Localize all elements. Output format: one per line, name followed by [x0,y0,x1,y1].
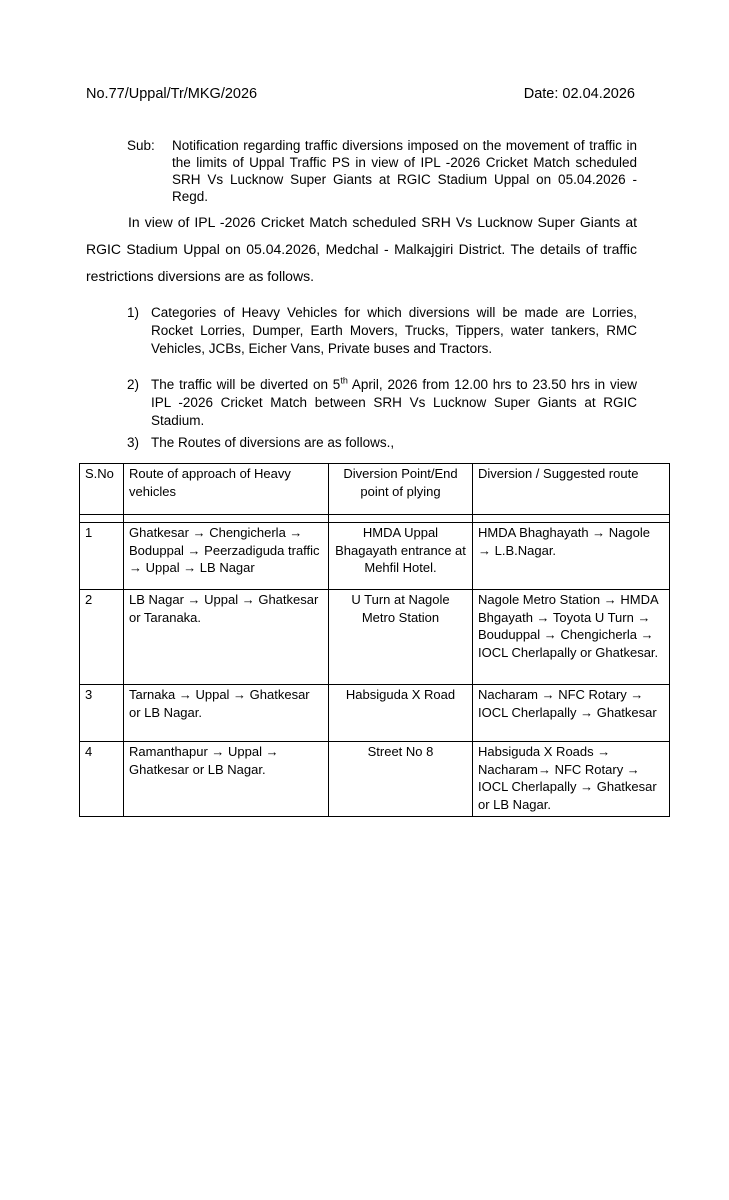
point-number: 1) [127,305,140,320]
date-superscript: th [340,375,348,386]
intro-paragraph: In view of IPL -2026 Cricket Match scheduled SRH Vs Lucknow Super Giants at RGIC Stadium Uppal on 05.04.2026, Medchal - Malkajgiri District. The details of traffic restrictions diversions are as follows. [86,214,637,284]
point-text: Categories of Heavy Vehicles for which diversions will be made are Lorries, Rocket Lorries, Dumper, Earth Movers, Trucks, Tippers, water tankers, RMC Vehicles, JCBs, Eicher Vans, Private buses and Tractors. [151,305,637,356]
header-suggested-route: Diversion / Suggested route [473,464,670,515]
cell-suggested-route: HMDA Bhaghayath → Nagole → L.B.Nagar. [473,523,670,590]
reference-number: No.77/Uppal/Tr/MKG/2026 [86,86,258,102]
cell-suggested-route: Nagole Metro Station → HMDA Bhgayath → Toyota U Turn → Bouduppal → Chengicherla → IOCL Cherlapally or Ghatkesar. [473,590,670,685]
cell-suggested-route: Habsiguda X Roads → Nacharam→ NFC Rotary → IOCL Cherlapally → Ghatkesar or LB Nagar. [473,742,670,817]
subject-label: Sub: [127,138,155,153]
table-row [80,590,670,685]
cell-route: Tarnaka → Uppal → Ghatkesar or LB Nagar. [124,685,329,742]
cell-route: LB Nagar → Uppal → Ghatkesar or Taranaka. [124,590,329,685]
cell-sno: 2 [80,590,124,685]
cell-sno: 3 [80,685,124,742]
cell-diversion-point: Habsiguda X Road [329,685,473,742]
table-row [80,685,670,742]
cell-sno: 4 [80,742,124,817]
point-number: 3) [127,435,140,450]
cell-sno: 1 [80,523,124,590]
point-text-start: The traffic will be diverted on 5 [151,377,341,392]
cell-diversion-point: Street No 8 [329,742,473,817]
point-text-end: April, 2026 from 12.00 hrs to 23.50 hrs in view IPL -2026 Cricket Match between SRH Vs Lucknow Super Giants at RGIC Stadium. [151,377,637,428]
cell-route: Ghatkesar → Chengicherla → Boduppal → Peerzadiguda traffic → Uppal → LB Nagar [124,523,329,590]
table-spacer-row [80,515,670,523]
subject-text: Notification regarding traffic diversions imposed on the movement of traffic in the limits of Uppal Traffic PS in view of IPL -2026 Cricket Match scheduled SRH Vs Lucknow Super Giants at RGIC Stadium Uppal on 05.04.2026 - Regd. [172,138,637,204]
cell-route: Ramanthapur → Uppal → Ghatkesar or LB Nagar. [124,742,329,817]
cell-suggested-route: Nacharam → NFC Rotary → IOCL Cherlapally → Ghatkesar [473,685,670,742]
letter-header [86,86,635,106]
cell-diversion-point: U Turn at Nagole Metro Station [329,590,473,685]
point-text [151,376,637,430]
table-header-row [80,464,670,515]
header-diversion-point: Diversion Point/End point of plying [329,464,473,515]
header-route: Route of approach of Heavy vehicles [124,464,329,515]
diversion-routes-table [79,463,670,817]
table-row [80,742,670,817]
table-row [80,523,670,590]
letter-date: Date: 02.04.2026 [523,86,635,102]
point-text: The Routes of diversions are as follows., [151,435,395,450]
cell-diversion-point: HMDA Uppal Bhagayath entrance at Mehfil Hotel. [329,523,473,590]
header-sno: S.No [80,464,124,515]
point-number: 2) [127,377,140,392]
